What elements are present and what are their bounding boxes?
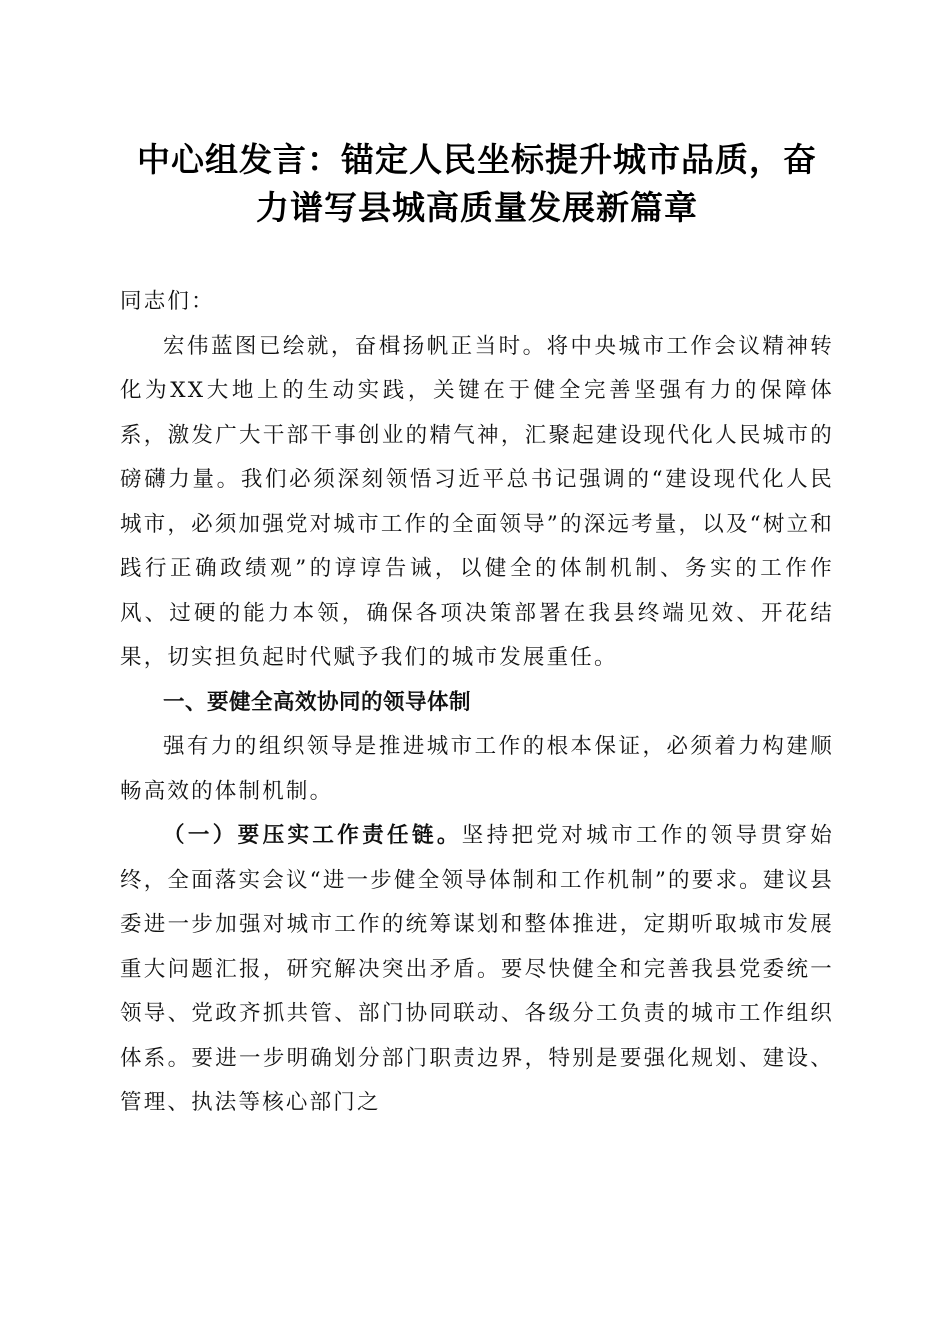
title-line-2: 力谱写县城高质量发展新篇章 — [256, 188, 698, 227]
document-page — [120, 0, 834, 1344]
subsection-1-text: 坚持把党对城市工作的领导贯穿始终，全面落实会议“进一步健全领导体制和工作机制”的要求。建议县委进一步加强对城市工作的统筹谋划和整体推进，定期听取城市发展重大问题汇报，研究解决突出矛盾。要尽快健全和完善我县党委统一领导、党政齐抓共管、部门协同联动、各级分工负责的城市工作组织体系。要进一步明确划分部门职责边界，特别是要强化规划、建设、管理、执法等核心部门之 — [120, 823, 834, 1115]
section-heading-1: 一、要健全高效协同的领导体制 — [163, 689, 472, 715]
title-line-1: 中心组发言：锚定人民坐标提升城市品质，奋 — [137, 140, 817, 179]
subsection-1-lead: （一）要压实工作责任链。 — [163, 823, 462, 848]
salutation: 同志们： — [120, 289, 215, 314]
document-title — [120, 136, 834, 232]
paragraph-intro: 宏伟蓝图已绘就，奋楫扬帆正当时。将中央城市工作会议精神转化为XX大地上的生动实践，关键在于健全完善坚强有力的保障体系，激发广大干部干事创业的精气神，汇聚起建设现代化人民城市的磅礴力量。我们必须深刻领悟习近平总书记强调的“建设现代化人民城市，必须加强党对城市工作的全面领导”的深远考量，以及“树立和践行正确政绩观”的谆谆告诫，以健全的体制机制、务实的工作作风、过硬的能力本领，确保各项决策部署在我县终端见效、开花结果，切实担负起时代赋予我们的城市发展重任。 — [120, 333, 834, 670]
subsection-1 — [120, 814, 834, 1126]
document-body — [120, 280, 834, 1126]
paragraph-section-1: 强有力的组织领导是推进城市工作的根本保证，必须着力构建顺畅高效的体制机制。 — [120, 734, 834, 804]
